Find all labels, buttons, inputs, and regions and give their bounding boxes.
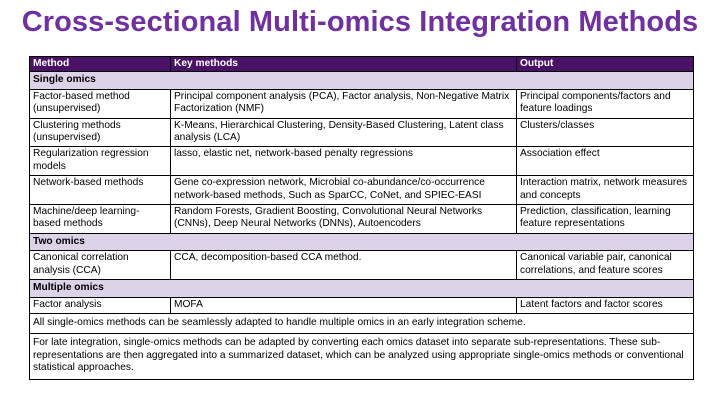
table-row — [30, 147, 694, 176]
method-cell: Factor-based method (unsupervised) — [30, 89, 171, 118]
note-row — [30, 334, 694, 379]
section-label: Single omics — [30, 72, 694, 89]
table-row — [30, 251, 694, 280]
key-methods-cell: Random Forests, Gradient Boosting, Convolutional Neural Networks (CNNs), Deep Neural Networks (DNNs), Autoencoders — [171, 205, 517, 234]
section-row-two-omics — [30, 233, 694, 250]
table-row — [30, 205, 694, 234]
output-cell: Clusters/classes — [517, 118, 694, 147]
key-methods-cell: K-Means, Hierarchical Clustering, Density-Based Clustering, Latent class analysis (LCA) — [171, 118, 517, 147]
section-label: Two omics — [30, 233, 694, 250]
page-title: Cross-sectional Multi-omics Integration Methods — [21, 6, 699, 38]
output-cell: Principal components/factors and feature loadings — [517, 89, 694, 118]
key-methods-cell: lasso, elastic net, network-based penalty regressions — [171, 147, 517, 176]
output-cell: Association effect — [517, 147, 694, 176]
method-cell: Clustering methods (unsupervised) — [30, 118, 171, 147]
table-row — [30, 176, 694, 205]
method-cell: Network-based methods — [30, 176, 171, 205]
method-cell: Machine/deep learning-based methods — [30, 205, 171, 234]
note-early-integration: All single-omics methods can be seamlessly adapted to handle multiple omics in an early integration scheme. — [30, 313, 694, 333]
method-cell: Regularization regression models — [30, 147, 171, 176]
output-cell: Latent factors and factor scores — [517, 297, 694, 313]
section-label: Multiple omics — [30, 280, 694, 297]
note-late-integration: For late integration, single-omics methods can be adapted by converting each omics dataset into separate sub-representations. These sub-representations are then aggregated into a summarized dataset, which can be analyzed using appropriate single-omics methods or conventional statistical approaches. — [30, 334, 694, 379]
table-row — [30, 89, 694, 118]
method-cell: Factor analysis — [30, 297, 171, 313]
key-methods-cell: CCA, decomposition-based CCA method. — [171, 251, 517, 280]
output-cell: Canonical variable pair, canonical correlations, and feature scores — [517, 251, 694, 280]
key-methods-cell: Gene co-expression network, Microbial co-abundance/co-occurrence network-based methods, Such as SparCC, CoNet, and SPIEC-EASI — [171, 176, 517, 205]
header-method: Method — [30, 57, 171, 72]
output-cell: Prediction, classification, learning feature representations — [517, 205, 694, 234]
note-row — [30, 313, 694, 333]
section-row-single-omics — [30, 72, 694, 89]
table-row — [30, 297, 694, 313]
output-cell: Interaction matrix, network measures and concepts — [517, 176, 694, 205]
table-row — [30, 118, 694, 147]
table-header-row — [30, 57, 694, 72]
methods-table — [29, 56, 694, 380]
key-methods-cell: MOFA — [171, 297, 517, 313]
header-output: Output — [517, 57, 694, 72]
key-methods-cell: Principal component analysis (PCA), Factor analysis, Non-Negative Matrix Factorization (NMF) — [171, 89, 517, 118]
method-cell: Canonical correlation analysis (CCA) — [30, 251, 171, 280]
header-key-methods: Key methods — [171, 57, 517, 72]
section-row-multiple-omics — [30, 280, 694, 297]
